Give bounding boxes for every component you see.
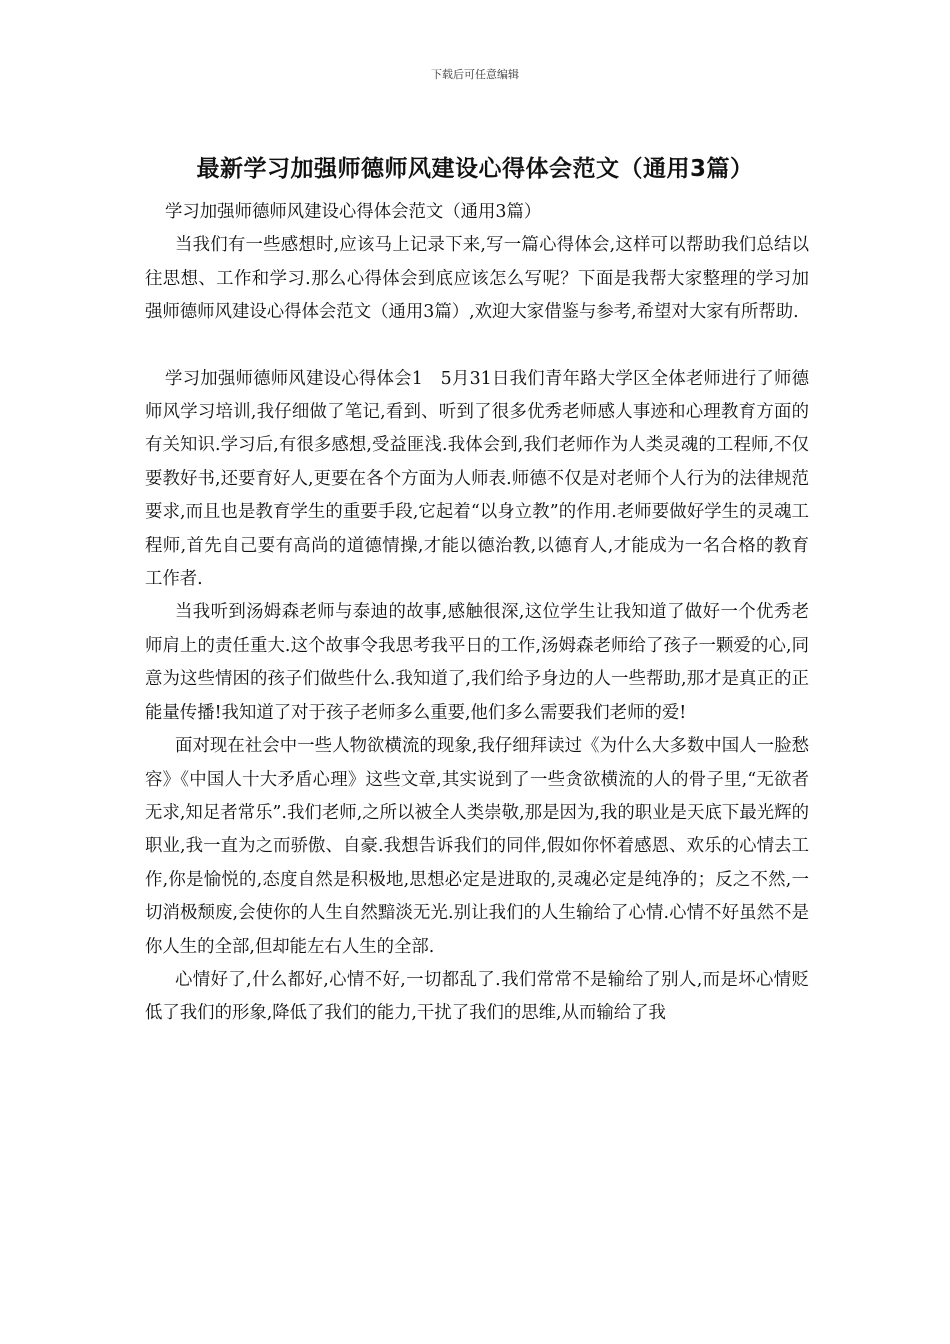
paragraph-spacer bbox=[145, 330, 809, 363]
document-title: 最新学习加强师德师风建设心得体会范文（通用3篇） bbox=[196, 156, 754, 182]
document-subtitle: 学习加强师德师风建设心得体会范文（通用3篇） bbox=[165, 202, 542, 222]
paragraph-intro: 当我们有一些感想时,应该马上记录下来,写一篇心得体会,这样可以帮助我们总结以往思想、工作和学习.那么心得体会到底应该怎么写呢？下面是我帮大家整理的学习加强师德师风建设心得体会范文（通用3篇）,欢迎大家借鉴与参考,希望对大家有所帮助. bbox=[145, 235, 809, 323]
paragraph-story: 当我听到汤姆森老师与泰迪的故事,感触很深,这位学生让我知道了做好一个优秀老师肩上的责任重大.这个故事令我思考我平日的工作,汤姆森老师给了孩子一颗爱的心,同意为这些情困的孩子们做些什么.我知道了,我们给予身边的人一些帮助,那才是真正的正能量传播!我知道了对于孩子老师多么重要,他们多么需要我们老师的爱! bbox=[145, 602, 809, 723]
document-body bbox=[145, 196, 809, 1031]
paragraph-section-1: 学习加强师德师风建设心得体会1 5月31日我们青年路大学区全体老师进行了师德师风学习培训,我仔细做了笔记,看到、听到了很多优秀老师感人事迹和心理教育方面的有关知识.学习后,有很多感想,受益匪浅.我体会到,我们老师作为人类灵魂的工程师,不仅要教好书,还要育好人,更要在各个方面为人师表.师德不仅是对老师个人行为的法律规范要求,而且也是教育学生的重要手段,它起着“以身立教”的作用.老师要做好学生的灵魂工程师,首先自己要有高尚的道德情操,才能以德治教,以德育人,才能成为一名合格的教育工作者. bbox=[145, 368, 809, 590]
paragraph-mood: 心情好了,什么都好,心情不好,一切都乱了.我们常常不是输给了别人,而是坏心情贬低了我们的形象,降低了我们的能力,干扰了我们的思维,从而输给了我 bbox=[145, 969, 809, 1024]
page-header-note: 下载后可任意编辑 bbox=[431, 68, 519, 81]
paragraph-society: 面对现在社会中一些人物欲横流的现象,我仔细拜读过《为什么大多数中国人一脸愁容》《中国人十大矛盾心理》这些文章,其实说到了一些贪欲横流的人的骨子里,“无欲者无求,知足者常乐”.我们老师,之所以被全人类崇敬,那是因为,我的职业是天底下最光辉的职业,我一直为之而骄傲、自豪.我想告诉我们的同伴,假如你怀着感恩、欢乐的心情去工作,你是愉悦的,态度自然是积极地,思想必定是进取的,灵魂必定是纯净的；反之不然,一切消极颓废,会使你的人生自然黯淡无光.别让我们的人生输给了心情.心情不好虽然不是你人生的全部,但却能左右人生的全部. bbox=[145, 736, 809, 957]
